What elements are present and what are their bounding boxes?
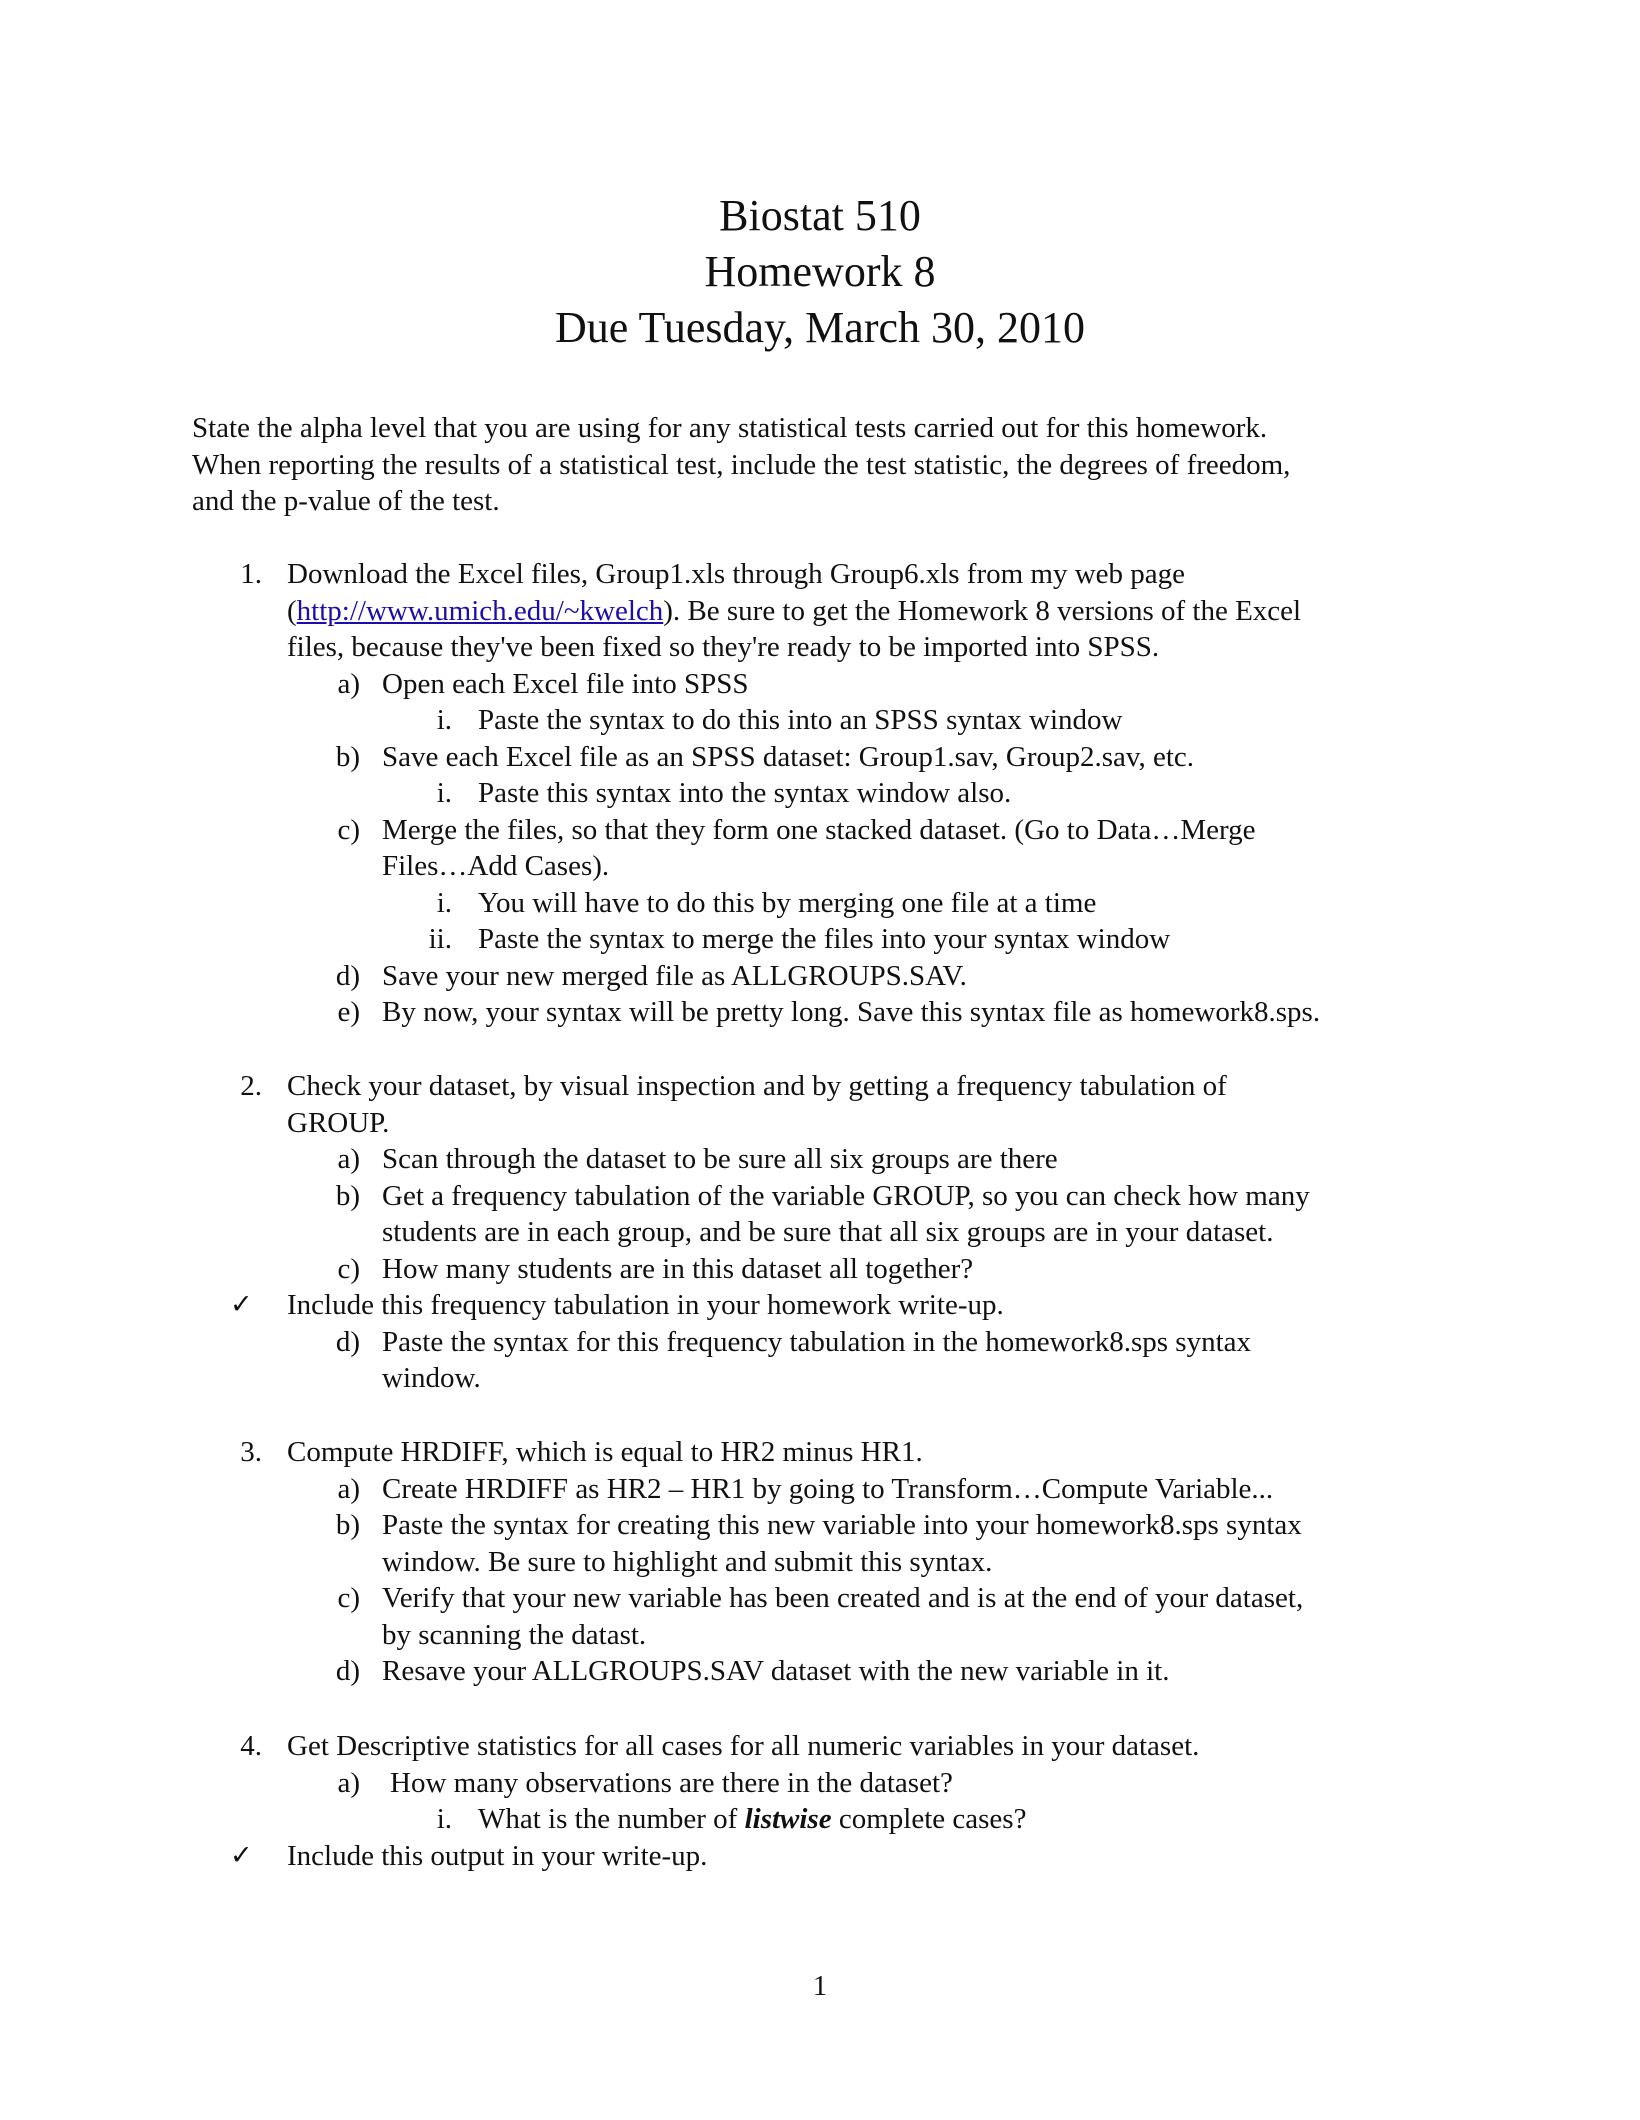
question-text: Compute HRDIFF, which is equal to HR2 minus HR1. — [287, 1436, 923, 1468]
checkmark-icon: ✓ — [230, 1839, 253, 1871]
item-text: by scanning the datast. — [382, 1618, 647, 1651]
page-number: 1 — [812, 1970, 828, 2002]
check-text: Include this output in your write-up. — [287, 1839, 708, 1872]
item-text: Save each Excel file as an SPSS dataset: Group1.sav, Group2.sav, etc. — [382, 740, 1195, 773]
subitem-marker: i. — [436, 886, 452, 919]
subitem-marker: i. — [436, 1803, 452, 1835]
subitem-marker: ii. — [428, 923, 452, 955]
item-text: Resave your ALLGROUPS.SAV dataset with the new variable in it. — [382, 1655, 1170, 1687]
item-marker: c) — [337, 1582, 360, 1614]
item-text: Verify that your new variable has been created and is at the end of your dataset, — [382, 1582, 1304, 1614]
paren-open: ( — [287, 594, 297, 627]
question-number: 1. — [240, 558, 262, 590]
question-number: 3. — [240, 1436, 262, 1468]
question-3 — [0, 1434, 1640, 1690]
item-text: Get a frequency tabulation of the variable GROUP, so you can check how many — [382, 1179, 1310, 1212]
item-text: Scan through the dataset to be sure all six groups are there — [382, 1143, 1058, 1175]
item-text: Create HRDIFF as HR2 – HR1 by going to Transform…Compute Variable... — [382, 1472, 1274, 1505]
question-2 — [0, 1068, 1640, 1397]
subitem-marker: i. — [436, 704, 452, 736]
check-text: Include this frequency tabulation in your homework write-up. — [287, 1289, 1004, 1321]
checkmark-icon: ✓ — [230, 1289, 253, 1320]
item-text: Open each Excel file into SPSS — [382, 667, 749, 700]
question-text: Download the Excel files, Group1.xls through Group6.xls from my web page — [287, 558, 1186, 590]
item-text: By now, your syntax will be pretty long. Save this syntax file as homework8.sps. — [382, 996, 1321, 1028]
subitem-text: Paste the syntax to merge the files into your syntax window — [478, 923, 1171, 955]
item-marker: b) — [335, 1509, 360, 1541]
question-text: Get Descriptive statistics for all cases for all numeric variables in your dataset. — [287, 1730, 1200, 1762]
due-date: Due Tuesday, March 30, 2010 — [555, 303, 1085, 352]
question-number: 4. — [240, 1730, 262, 1762]
question-text: GROUP. — [287, 1106, 390, 1139]
subitem-text: Paste this syntax into the syntax window also. — [478, 777, 1012, 809]
item-marker: e) — [337, 996, 360, 1028]
question-text-continued: ). Be sure to get the Homework 8 versions of the Excel — [663, 594, 1302, 627]
subitem-text: You will have to do this by merging one file at a time — [478, 886, 1097, 919]
homework-title: Homework 8 — [704, 247, 936, 296]
item-text: window. Be sure to highlight and submit this syntax. — [382, 1545, 993, 1578]
question-text: Check your dataset, by visual inspection and by getting a frequency tabulation of — [287, 1070, 1227, 1102]
subitem-text: Paste the syntax to do this into an SPSS syntax window — [478, 704, 1123, 736]
question-number: 2. — [240, 1070, 262, 1102]
question-text: files, because they've been fixed so they're ready to be imported into SPSS. — [287, 631, 1160, 663]
item-text: How many observations are there in the dataset? — [390, 1766, 953, 1799]
item-text: Files…Add Cases). — [382, 850, 610, 882]
item-marker: b) — [335, 1179, 360, 1212]
intro-paragraph — [192, 410, 1452, 520]
item-marker: a) — [337, 1472, 360, 1505]
emphasis-listwise: listwise — [744, 1803, 832, 1835]
item-marker: d) — [335, 1325, 360, 1358]
homepage-link[interactable]: http://www.umich.edu/~kwelch — [296, 594, 664, 627]
intro-line: When reporting the results of a statistical test, include the test statistic, the degrees of freedom, — [192, 448, 1291, 481]
question-4 — [0, 1728, 1640, 1874]
subitem-marker: i. — [436, 777, 452, 809]
question-text — [287, 593, 1447, 630]
item-text: Save your new merged file as ALLGROUPS.SAV. — [382, 959, 967, 992]
subitem-text — [478, 1801, 1458, 1838]
item-text: students are in each group, and be sure that all six groups are in your dataset. — [382, 1216, 1274, 1248]
subitem-text-pre: What is the number of — [478, 1803, 745, 1835]
item-marker: d) — [335, 1655, 360, 1687]
item-text: window. — [382, 1362, 481, 1394]
item-text: How many students are in this dataset all together? — [382, 1252, 974, 1285]
item-marker: a) — [337, 1766, 360, 1799]
item-marker: a) — [337, 1143, 360, 1175]
item-text: Paste the syntax for creating this new variable into your homework8.sps syntax — [382, 1509, 1302, 1541]
intro-line: and the p-value of the test. — [192, 485, 500, 517]
item-marker: b) — [335, 740, 360, 773]
item-text: Paste the syntax for this frequency tabulation in the homework8.sps syntax — [382, 1325, 1252, 1358]
intro-line: State the alpha level that you are using for any statistical tests carried out for this homework. — [192, 412, 1268, 444]
item-text: Merge the files, so that they form one stacked dataset. (Go to Data…Merge — [382, 813, 1256, 846]
question-1 — [0, 556, 1640, 1031]
item-marker: c) — [337, 1252, 360, 1285]
item-marker: d) — [335, 959, 360, 992]
course-title: Biostat 510 — [719, 191, 921, 240]
subitem-text-post: complete cases? — [831, 1803, 1027, 1835]
item-marker: c) — [337, 813, 360, 846]
item-marker: a) — [337, 667, 360, 700]
document-title — [0, 188, 1640, 356]
